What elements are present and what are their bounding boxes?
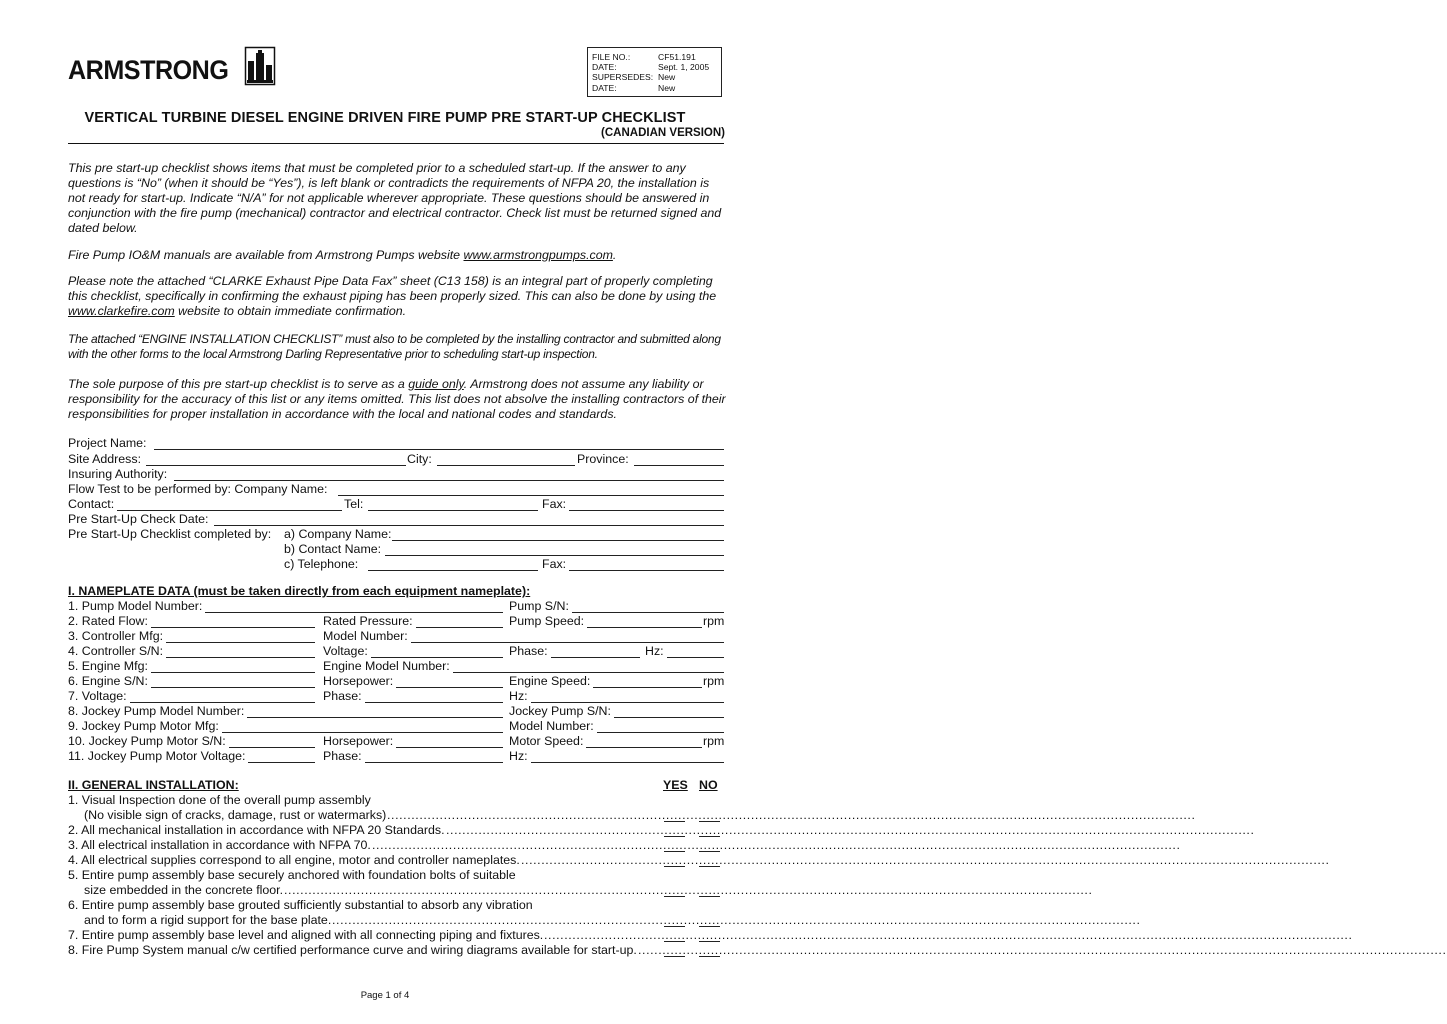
project-name-field[interactable] — [154, 438, 724, 450]
dot-leader: ........................................................................................................................................................................................................ — [446, 823, 1255, 837]
logo-text: ARMSTRONG — [68, 55, 229, 85]
general-item-5-text-2: size embedded in the concrete floor. — [84, 883, 284, 897]
company-name-field[interactable] — [392, 529, 724, 541]
province-label: Province: — [577, 452, 629, 466]
nameplate-row-9-field-3[interactable] — [597, 721, 724, 733]
no-column-header: NO — [699, 778, 718, 792]
general-item-2-yes-field[interactable] — [664, 825, 685, 837]
general-item-4-text: 4. All electrical supplies correspond to all engine, motor and controller nameplates. — [68, 853, 520, 867]
date-label: DATE: — [592, 62, 617, 73]
dot-leader: ........................................................................................................................................................................................................ — [544, 928, 1353, 942]
intro-paragraph-3 — [68, 274, 728, 319]
nameplate-row-3-field-1[interactable] — [166, 631, 315, 643]
nameplate-row-2-label-3: Pump Speed: — [509, 614, 585, 628]
telephone-field[interactable] — [368, 559, 538, 571]
file-info-box — [587, 47, 722, 97]
intro-paragraph-5 — [68, 377, 728, 422]
nameplate-row-8-field-1[interactable] — [247, 706, 503, 718]
site-address-field[interactable] — [146, 454, 406, 466]
armstrong-logo — [68, 47, 275, 85]
flow-test-label: Flow Test to be performed by: Company Name: — [68, 482, 328, 496]
nameplate-row-5-label: 5. Engine Mfg: — [68, 659, 148, 673]
insuring-authority-field[interactable] — [174, 469, 724, 481]
supersedes-label: SUPERSEDES: — [592, 72, 654, 83]
nameplate-row-8-label-3: Jockey Pump S/N: — [509, 704, 611, 718]
date2-label: DATE: — [592, 82, 617, 93]
general-item-7-yes-field[interactable] — [664, 930, 685, 942]
nameplate-row-1-label-3: Pump S/N: — [509, 599, 569, 613]
page-footer: Page 1 of 4 — [360, 990, 410, 1001]
general-item-4-no-field[interactable] — [699, 855, 720, 867]
company-name-label: a) Company Name: — [284, 527, 392, 541]
project-name-label: Project Name: — [68, 436, 147, 450]
general-item-8-yes-field[interactable] — [664, 945, 685, 957]
dot-leader: ........................................................................................................................................................................................................ — [284, 883, 1093, 897]
nameplate-row-4-field-4[interactable] — [667, 646, 724, 658]
general-item-3-no-field[interactable] — [699, 840, 720, 852]
nameplate-row-7-label-2: Phase: — [323, 689, 362, 703]
nameplate-row-8-field-3[interactable] — [614, 706, 724, 718]
general-item-6-text-2: and to form a rigid support for the base plate. — [84, 913, 332, 927]
nameplate-row-4-label-2: Voltage: — [323, 644, 368, 658]
insuring-authority-label: Insuring Authority: — [68, 467, 168, 481]
clarke-website-link[interactable]: www.clarkefire.com — [68, 304, 175, 319]
nameplate-row-6-field-1[interactable] — [151, 676, 315, 688]
tel-field[interactable] — [368, 499, 538, 511]
nameplate-row-9-label-3: Model Number: — [509, 719, 594, 733]
nameplate-row-6-field-3[interactable] — [593, 676, 702, 688]
nameplate-row-6-label: 6. Engine S/N: — [68, 674, 148, 688]
p2-end: . — [612, 248, 617, 262]
general-item-8-no-field[interactable] — [699, 945, 720, 957]
armstrong-website-link[interactable]: www.armstrongpumps.com — [463, 248, 613, 262]
nameplate-row-7-field-2[interactable] — [365, 691, 503, 703]
contact-name-label: b) Contact Name: — [284, 542, 382, 556]
general-item-2-no-field[interactable] — [699, 825, 720, 837]
nameplate-row-1-field-1[interactable] — [205, 601, 503, 613]
nameplate-row-5-field-2[interactable] — [453, 661, 724, 673]
p3-text: Please note the attached “CLARKE Exhaust Pipe Data Fax” sheet (C13 158) is an integral part of properly completing this checklist, specifically in confirming the exhaust piping has been properly sized. This can also be done by using the — [68, 274, 717, 304]
general-item-6-yes-field[interactable] — [664, 915, 685, 927]
nameplate-row-9-label: 9. Jockey Pump Motor Mfg: — [68, 719, 219, 733]
dot-leader: ........................................................................................................................................................................................................ — [521, 853, 1330, 867]
general-item-5-no-field[interactable] — [699, 885, 720, 897]
nameplate-row-11-label-2: Phase: — [323, 749, 362, 763]
nameplate-row-6-unit: rpm — [703, 674, 725, 688]
nameplate-row-10-field-2[interactable] — [396, 736, 503, 748]
nameplate-row-11-field-3[interactable] — [531, 751, 724, 763]
nameplate-row-5-field-1[interactable] — [151, 661, 315, 673]
fax2-label: Fax: — [542, 557, 567, 571]
nameplate-row-3-label: 3. Controller Mfg: — [68, 629, 164, 643]
general-item-1-no-field[interactable] — [699, 810, 720, 822]
general-item-1-text: 1. Visual Inspection done of the overall pump assembly — [68, 793, 371, 807]
nameplate-row-10-label-2: Horsepower: — [323, 734, 394, 748]
flow-test-company-field[interactable] — [338, 484, 724, 496]
title-divider — [68, 143, 724, 144]
nameplate-row-10-field-1[interactable] — [229, 736, 315, 748]
general-item-6-no-field[interactable] — [699, 915, 720, 927]
nameplate-row-6-label-2: Horsepower: — [323, 674, 394, 688]
nameplate-row-2-field-3[interactable] — [587, 616, 702, 628]
province-field[interactable] — [634, 454, 724, 466]
nameplate-row-4-label-3: Phase: — [509, 644, 548, 658]
completed-by-label: Pre Start-Up Checklist completed by: — [68, 527, 272, 541]
general-item-6-text: 6. Entire pump assembly base grouted sufficiently substantial to absorb any vibration — [68, 898, 533, 912]
tel-label: Tel: — [344, 497, 364, 511]
nameplate-row-5-label-2: Engine Model Number: — [323, 659, 450, 673]
general-item-8-text: 8. Fire Pump System manual c/w certified performance curve and wiring diagrams available for start-up. — [68, 943, 637, 957]
page-title: VERTICAL TURBINE DIESEL ENGINE DRIVEN FIRE PUMP PRE START-UP CHECKLIST — [84, 110, 686, 126]
general-item-3-text: 3. All electrical installation in accordance with NFPA 70. — [68, 838, 371, 852]
p5-end: . Armstrong does not assume any liability or responsibility for the accuracy of this list or any items omitted. This list does not absolve the installing contractors of their responsibilities for proper installation in accordance with the local and national codes and standards. — [68, 377, 726, 422]
file-no-label: FILE NO.: — [592, 52, 631, 62]
nameplate-row-2-label-2: Rated Pressure: — [323, 614, 413, 628]
intro-paragraph-4: The attached “ENGINE INSTALLATION CHECKLIST” must also to be completed by the installing contractor and submitted along with the other forms to the local Armstrong Darling Representative prior to scheduling start-up inspection. — [68, 332, 721, 362]
city-label: City: — [407, 452, 432, 466]
nameplate-row-6-label-3: Engine Speed: — [509, 674, 591, 688]
intro-paragraph-1: This pre start-up checklist shows items that must be completed prior to a scheduled start-up. If the answer to any questions is “No” (when it should be “Yes”), is left blank or contradicts the requirements of NFPA 20, the installation is not ready for start-up. Indicate “N/A” for not applicable wherever appropriate. These questions should be answered in conjunction with the fire pump (mechanical) contractor and electrical contractor. Check list must be returned signed and dated below. — [68, 161, 722, 236]
nameplate-row-11-field-2[interactable] — [365, 751, 503, 763]
nameplate-row-6-field-2[interactable] — [396, 676, 503, 688]
dot-leader: ........................................................................................................................................................................................................ — [638, 943, 1447, 957]
nameplate-row-10-label: 10. Jockey Pump Motor S/N: — [68, 734, 226, 748]
nameplate-row-7-field-1[interactable] — [130, 691, 315, 703]
p5-text: The sole purpose of this pre start-up checklist is to serve as a — [68, 377, 409, 391]
site-address-label: Site Address: — [68, 452, 142, 466]
nameplate-row-4-field-3[interactable] — [551, 646, 640, 658]
general-item-4-yes-field[interactable] — [664, 855, 685, 867]
page-subtitle: (CANADIAN VERSION) — [601, 127, 725, 139]
contact-label: Contact: — [68, 497, 115, 511]
nameplate-row-10-field-3[interactable] — [586, 736, 702, 748]
nameplate-row-4-label: 4. Controller S/N: — [68, 644, 164, 658]
nameplate-row-4-label-4: Hz: — [645, 644, 664, 658]
nameplate-row-7-label-3: Hz: — [509, 689, 528, 703]
file-no-value: CF51.191 — [658, 52, 696, 62]
contact-field[interactable] — [117, 499, 342, 511]
nameplate-row-7-label: 7. Voltage: — [68, 689, 127, 703]
check-date-label: Pre Start-Up Check Date: — [68, 512, 209, 526]
date-value: Sept. 1, 2005 — [658, 62, 710, 73]
city-field[interactable] — [437, 454, 575, 466]
nameplate-row-11-label-3: Hz: — [509, 749, 528, 763]
nameplate-heading: I. NAMEPLATE DATA (must be taken directly from each equipment nameplate): — [68, 584, 531, 598]
nameplate-row-2-label: 2. Rated Flow: — [68, 614, 148, 628]
nameplate-row-8-label: 8. Jockey Pump Model Number: — [68, 704, 245, 718]
armstrong-building-icon — [245, 47, 275, 85]
telephone-label: c) Telephone: — [284, 557, 359, 571]
general-item-5-yes-field[interactable] — [664, 885, 685, 897]
p2-text: Fire Pump IO&M manuals are available from Armstrong Pumps website — [68, 248, 464, 262]
nameplate-row-1-label: 1. Pump Model Number: — [68, 599, 203, 613]
general-item-1-yes-field[interactable] — [664, 810, 685, 822]
nameplate-row-4-field-1[interactable] — [166, 646, 315, 658]
dot-leader: ........................................................................................................................................................................................................ — [387, 808, 1196, 822]
intro-paragraph-2 — [68, 248, 728, 263]
general-item-5-text: 5. Entire pump assembly base securely anchored with foundation bolts of suitable — [68, 868, 516, 882]
guide-only-emphasis: guide only — [408, 377, 464, 391]
general-item-2-text: 2. All mechanical installation in accordance with NFPA 20 Standards. — [68, 823, 445, 837]
nameplate-row-9-field-1[interactable] — [222, 721, 503, 733]
date2-value: New — [658, 82, 676, 93]
nameplate-row-10-unit: rpm — [703, 734, 725, 748]
fax2-field[interactable] — [569, 559, 724, 571]
check-date-field[interactable] — [214, 514, 724, 526]
dot-leader: ........................................................................................................................................................................................................ — [372, 838, 1181, 852]
yes-column-header: YES — [663, 778, 688, 792]
nameplate-row-2-field-1[interactable] — [151, 616, 315, 628]
nameplate-row-10-label-3: Motor Speed: — [509, 734, 584, 748]
nameplate-row-2-field-2[interactable] — [416, 616, 503, 628]
supersedes-value: New — [658, 72, 676, 83]
nameplate-row-3-field-2[interactable] — [411, 631, 724, 643]
nameplate-row-7-field-3[interactable] — [531, 691, 724, 703]
nameplate-row-2-unit: rpm — [703, 614, 725, 628]
dot-leader: ........................................................................................................................................................................................................ — [332, 913, 1141, 927]
general-heading: II. GENERAL INSTALLATION: — [68, 778, 239, 792]
nameplate-row-1-field-3[interactable] — [572, 601, 724, 613]
general-item-1-text-2: (No visible sign of cracks, damage, rust or watermarks) — [84, 808, 387, 822]
nameplate-row-3-label-2: Model Number: — [323, 629, 408, 643]
nameplate-row-11-field-1[interactable] — [248, 751, 315, 763]
general-item-3-yes-field[interactable] — [664, 840, 685, 852]
p3-end: website to obtain immediate confirmation. — [174, 304, 407, 319]
contact-name-field[interactable] — [385, 544, 724, 556]
general-item-7-no-field[interactable] — [699, 930, 720, 942]
nameplate-row-4-field-2[interactable] — [371, 646, 503, 658]
nameplate-row-11-label: 11. Jockey Pump Motor Voltage: — [68, 749, 246, 763]
general-item-7-text: 7. Entire pump assembly base level and aligned with all connecting piping and fixtures. — [68, 928, 544, 942]
fax-field[interactable] — [569, 499, 724, 511]
fax-label: Fax: — [542, 497, 567, 511]
